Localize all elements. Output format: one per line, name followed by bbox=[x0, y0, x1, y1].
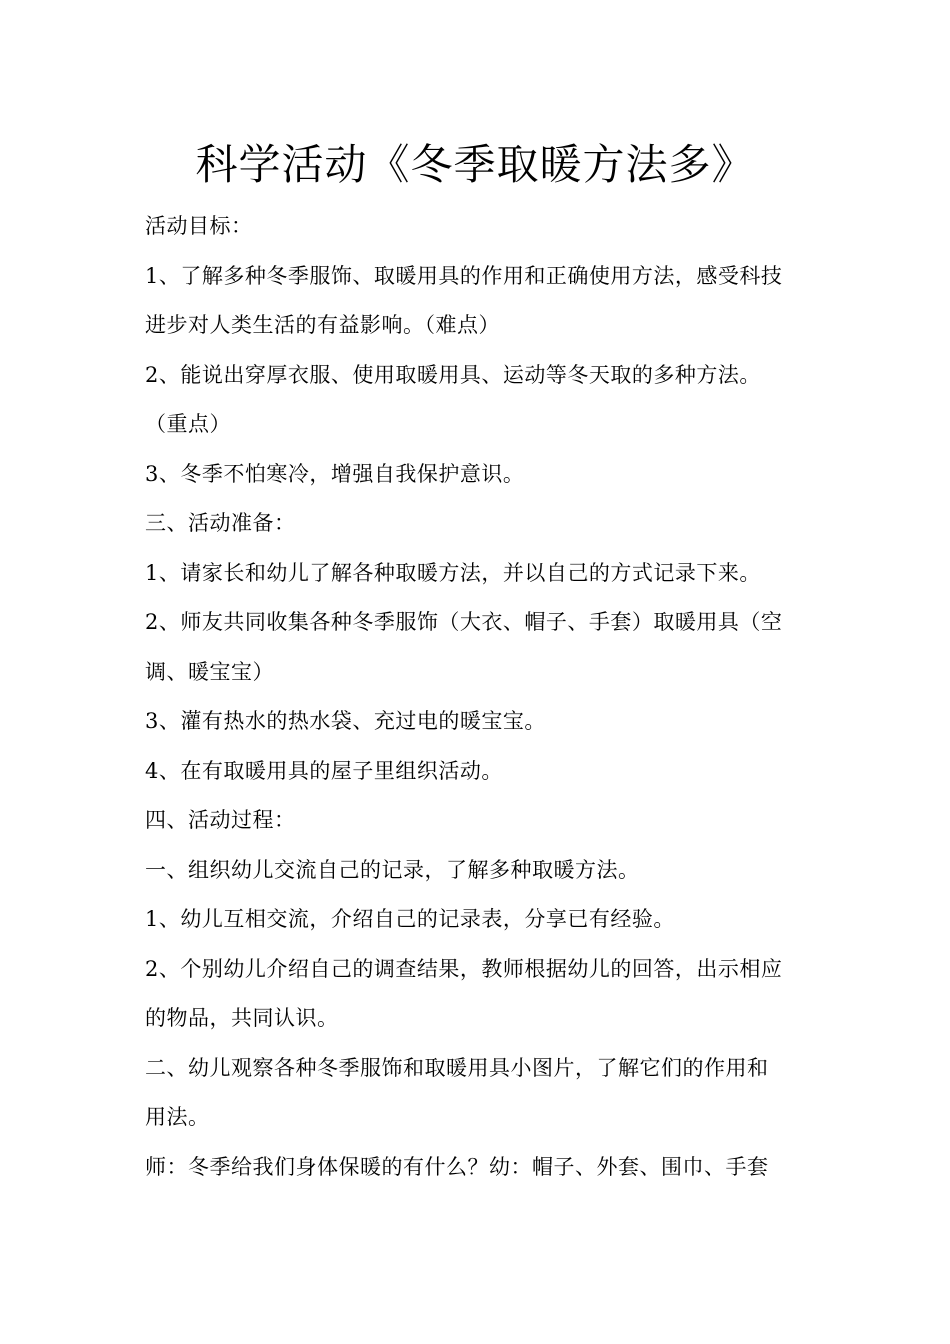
text-line: 四、活动过程： bbox=[145, 808, 296, 832]
text-line: 三、活动准备： bbox=[145, 511, 296, 535]
text-line: （重点） bbox=[145, 412, 231, 436]
text-line: 3、灌有热水的热水袋、充过电的暖宝宝。 bbox=[145, 709, 546, 733]
text-line: 2、师友共同收集各种冬季服饰（大衣、帽子、手套）取暖用具（空 bbox=[145, 610, 783, 634]
text-line: 一、组织幼儿交流自己的记录，了解多种取暖方法。 bbox=[145, 857, 640, 882]
text-line: 二、幼儿观察各种冬季服饰和取暖用具小图片，了解它们的作用和 bbox=[145, 1055, 769, 1080]
text-line: 1、了解多种冬季服饰、取暖用具的作用和正确使用方法，感受科技 bbox=[145, 263, 783, 288]
text-line: 的物品，共同认识。 bbox=[145, 1006, 339, 1030]
text-line: 3、冬季不怕寒冷，增强自我保护意识。 bbox=[145, 461, 525, 486]
text-line: 1、幼儿互相交流，介绍自己的记录表，分享已有经验。 bbox=[145, 907, 675, 931]
text-line: 调、暖宝宝） bbox=[145, 659, 274, 684]
text-line: 2、能说出穿厚衣服、使用取暖用具、运动等冬天取的多种方法。 bbox=[145, 362, 761, 387]
text-line: 1、请家长和幼儿了解各种取暖方法，并以自己的方式记录下来。 bbox=[145, 560, 761, 585]
text-line: 用法。 bbox=[145, 1105, 210, 1129]
text-line: 4、在有取暖用具的屋子里组织活动。 bbox=[145, 758, 503, 783]
text-line: 师：冬季给我们身体保暖的有什么？幼：帽子、外套、围巾、手套 bbox=[145, 1154, 769, 1179]
text-line: 活动目标： bbox=[145, 214, 253, 238]
text-line: 进步对人类生活的有益影响。（难点） bbox=[145, 313, 500, 337]
document-title: 科学活动《冬季取暖方法多》 bbox=[195, 140, 755, 189]
text-line: 2、个别幼儿介绍自己的调查结果，教师根据幼儿的回答，出示相应 bbox=[145, 956, 783, 981]
document-body bbox=[145, 202, 815, 1192]
